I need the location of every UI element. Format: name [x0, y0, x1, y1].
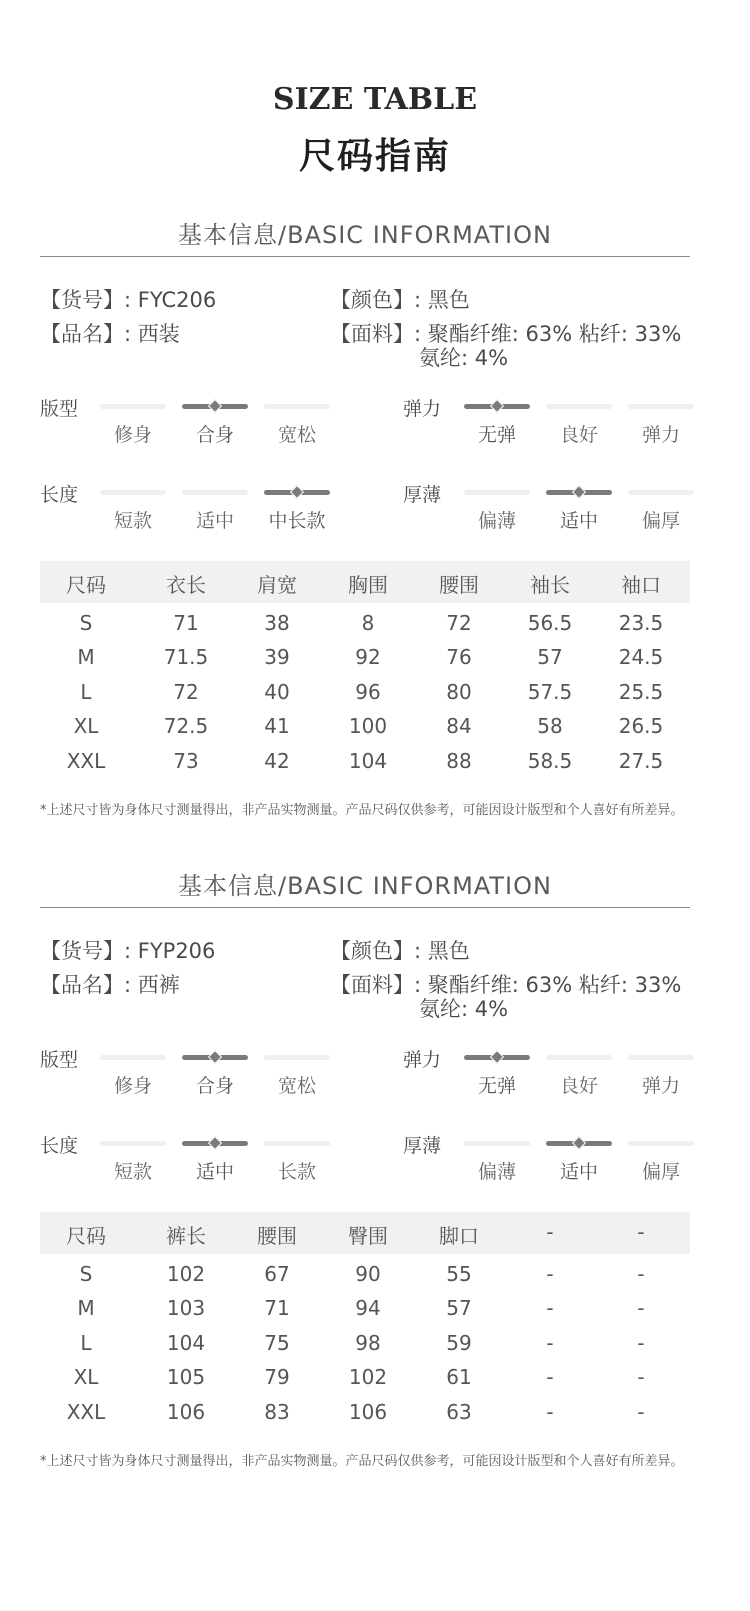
table-header-cell: 裤长 — [166, 1224, 206, 1248]
selected-marker-icon — [208, 1050, 222, 1064]
table-cell: - — [546, 1399, 554, 1424]
table-cell: 25.5 — [618, 679, 664, 704]
table-header-cell: 尺码 — [66, 573, 106, 597]
attribute-scale-segment — [100, 404, 166, 409]
table-cell: 23.5 — [618, 611, 664, 635]
table-cell: 92 — [355, 645, 381, 670]
table-cell: 84 — [446, 714, 472, 739]
table-cell: 55 — [446, 1262, 472, 1286]
table-cell: 96 — [355, 679, 381, 704]
table-header-cell: 腰围 — [257, 1224, 297, 1248]
attribute-label: 版型 — [40, 398, 79, 420]
attribute-scale-segment — [464, 404, 530, 409]
product-fabric-cont: 氨纶: 4% — [419, 997, 509, 1021]
table-row — [40, 1296, 690, 1330]
table-cell: 75 — [264, 1330, 290, 1355]
table-cell: 83 — [264, 1399, 290, 1424]
table-cell: L — [80, 1330, 92, 1355]
attribute-scale-segment — [546, 1055, 612, 1060]
table-cell: - — [546, 1262, 554, 1286]
attribute-option: 短款 — [113, 1161, 152, 1183]
attribute-option: 修身 — [113, 1075, 152, 1097]
attribute-option: 偏薄 — [477, 510, 516, 532]
table-header-cell: - — [637, 1220, 645, 1244]
selected-marker-icon — [490, 399, 504, 413]
attribute-scale-segment — [546, 404, 612, 409]
table-cell: 104 — [348, 748, 388, 773]
size-table — [40, 1212, 690, 1442]
attribute-option: 适中 — [195, 1161, 234, 1183]
attribute-scale-segment — [628, 490, 694, 495]
attribute-label: 厚薄 — [403, 484, 442, 506]
attribute-option: 长款 — [277, 1161, 316, 1183]
attribute-option: 偏厚 — [641, 510, 680, 532]
table-cell: 106 — [348, 1399, 388, 1424]
table-cell: 24.5 — [618, 645, 664, 670]
table-cell: 76 — [446, 645, 472, 670]
table-cell: 58 — [537, 714, 563, 739]
attribute-option: 良好 — [559, 1075, 598, 1097]
selected-marker-icon — [208, 399, 222, 413]
table-header-cell: 尺码 — [66, 1224, 106, 1248]
table-cell: 59 — [446, 1330, 472, 1355]
section-heading: 基本信息/BASIC INFORMATION — [178, 872, 552, 900]
section-divider — [40, 256, 690, 257]
table-cell: 71 — [264, 1296, 290, 1321]
attribute-scale-segment — [182, 404, 248, 409]
attribute-scale-segment — [546, 1141, 612, 1146]
table-row — [40, 611, 690, 645]
attribute-scale-segment — [546, 490, 612, 495]
table-cell: XXL — [66, 748, 106, 773]
product-fabric: 【面料】: 聚酯纤维: 63% 粘纤: 33% — [330, 322, 682, 346]
product-fabric: 【面料】: 聚酯纤维: 63% 粘纤: 33% — [330, 973, 682, 997]
page-title-cn: 尺码指南 — [298, 135, 451, 177]
table-cell: 72.5 — [163, 714, 209, 739]
attribute-scale-segment — [264, 1055, 330, 1060]
table-row — [40, 645, 690, 679]
disclaimer-note: *上述尺寸皆为身体尺寸测量得出，非产品实物测量。产品尺码仅供参考，可能因设计版型和个人喜好有所差异。 — [40, 1454, 684, 1469]
product-name: 【品名】: 西装 — [40, 322, 180, 346]
disclaimer-note: *上述尺寸皆为身体尺寸测量得出，非产品实物测量。产品尺码仅供参考，可能因设计版型和个人喜好有所差异。 — [40, 803, 684, 818]
table-cell: 39 — [264, 645, 290, 670]
table-cell: L — [80, 679, 92, 704]
table-cell: 80 — [446, 679, 472, 704]
table-header-cell: 袖长 — [530, 573, 570, 597]
attribute-scale-segment — [100, 1055, 166, 1060]
selected-marker-icon — [290, 485, 304, 499]
table-header-cell: 臀围 — [348, 1224, 388, 1248]
table-cell: - — [546, 1365, 554, 1390]
table-cell: 72 — [446, 611, 472, 635]
table-header-cell: 脚口 — [439, 1224, 479, 1248]
table-cell: 103 — [166, 1296, 206, 1321]
table-cell: S — [79, 611, 93, 635]
table-row — [40, 714, 690, 748]
table-cell: 100 — [348, 714, 388, 739]
table-row — [40, 749, 690, 783]
jacket-size-section — [0, 218, 750, 858]
table-header-cell: - — [546, 1220, 554, 1244]
attribute-option: 偏薄 — [477, 1161, 516, 1183]
attribute-scale-segment — [464, 1055, 530, 1060]
table-cell: 72 — [173, 679, 199, 704]
table-cell: 38 — [264, 611, 290, 635]
table-cell: - — [546, 1296, 554, 1321]
attribute-scale-segment — [264, 1141, 330, 1146]
table-row — [40, 1400, 690, 1434]
attribute-option: 宽松 — [277, 424, 316, 446]
table-cell: - — [637, 1262, 645, 1286]
attribute-scale-segment — [464, 490, 530, 495]
attribute-option: 无弹 — [477, 424, 516, 446]
table-cell: 88 — [446, 748, 472, 773]
table-cell: - — [546, 1330, 554, 1355]
table-cell: 102 — [348, 1365, 388, 1390]
table-header-cell: 胸围 — [348, 573, 388, 597]
attribute-scale-segment — [182, 490, 248, 495]
item-number: 【货号】: FYP206 — [40, 939, 216, 963]
attribute-option: 宽松 — [277, 1075, 316, 1097]
attribute-scale-segment — [628, 1055, 694, 1060]
table-cell: 67 — [264, 1262, 290, 1286]
attribute-scale-segment — [264, 490, 330, 495]
attribute-scale-segment — [628, 404, 694, 409]
table-cell: M — [77, 645, 95, 670]
table-cell: 61 — [446, 1365, 472, 1390]
table-cell: 104 — [166, 1330, 206, 1355]
table-cell: 71.5 — [163, 645, 209, 670]
table-cell: 73 — [173, 748, 199, 773]
table-cell: 98 — [355, 1330, 381, 1355]
table-cell: 102 — [166, 1262, 206, 1286]
attribute-option: 合身 — [195, 424, 234, 446]
table-cell: XXL — [66, 1399, 106, 1424]
attribute-option: 短款 — [113, 510, 152, 532]
product-fabric-cont: 氨纶: 4% — [419, 346, 509, 370]
table-cell: - — [637, 1365, 645, 1390]
table-cell: 94 — [355, 1296, 381, 1321]
attribute-option: 偏厚 — [641, 1161, 680, 1183]
selected-marker-icon — [208, 1136, 222, 1150]
attribute-label: 厚薄 — [403, 1135, 442, 1157]
table-cell: 63 — [446, 1399, 472, 1424]
attribute-label: 长度 — [40, 1135, 79, 1157]
table-cell: 27.5 — [618, 748, 664, 773]
table-cell: 42 — [264, 748, 290, 773]
table-header-cell: 衣长 — [166, 573, 206, 597]
table-cell: 105 — [166, 1365, 206, 1390]
attribute-option: 合身 — [195, 1075, 234, 1097]
table-cell: 57 — [446, 1296, 472, 1321]
table-row — [40, 1365, 690, 1399]
attribute-scale-segment — [100, 1141, 166, 1146]
table-row — [40, 1331, 690, 1365]
table-cell: 41 — [264, 714, 290, 739]
table-header-cell: 肩宽 — [257, 573, 297, 597]
attribute-scale-segment — [182, 1141, 248, 1146]
attribute-option: 适中 — [559, 510, 598, 532]
size-table — [40, 561, 690, 791]
attribute-option: 弹力 — [641, 424, 680, 446]
table-cell: 40 — [264, 679, 290, 704]
table-header-row — [40, 561, 690, 603]
attribute-option: 适中 — [195, 510, 234, 532]
table-cell: 71 — [173, 611, 199, 635]
attribute-scale-segment — [464, 1141, 530, 1146]
page-title-en: SIZE TABLE — [272, 82, 478, 117]
table-cell: 90 — [355, 1262, 381, 1286]
table-cell: 57.5 — [527, 679, 573, 704]
table-cell: M — [77, 1296, 95, 1321]
attribute-scale-segment — [182, 1055, 248, 1060]
attribute-option: 中长款 — [268, 510, 326, 532]
selected-marker-icon — [572, 485, 586, 499]
table-cell: - — [637, 1296, 645, 1321]
table-row — [40, 1262, 690, 1296]
table-cell: 26.5 — [618, 714, 664, 739]
table-header-row — [40, 1212, 690, 1254]
attribute-scale-segment — [264, 404, 330, 409]
table-header-cell: 腰围 — [439, 573, 479, 597]
section-divider — [40, 907, 690, 908]
product-color: 【颜色】: 黑色 — [330, 288, 470, 312]
table-cell: 57 — [537, 645, 563, 670]
attribute-option: 无弹 — [477, 1075, 516, 1097]
selected-marker-icon — [490, 1050, 504, 1064]
attribute-label: 弹力 — [403, 398, 442, 420]
attribute-scale-segment — [628, 1141, 694, 1146]
trousers-size-section — [0, 869, 750, 1509]
table-cell: XL — [73, 714, 99, 739]
attribute-label: 弹力 — [403, 1049, 442, 1071]
table-cell: S — [79, 1262, 93, 1286]
product-name: 【品名】: 西裤 — [40, 973, 180, 997]
table-cell: 79 — [264, 1365, 290, 1390]
attribute-option: 修身 — [113, 424, 152, 446]
table-cell: XL — [73, 1365, 99, 1390]
attribute-option: 适中 — [559, 1161, 598, 1183]
table-cell: - — [637, 1330, 645, 1355]
attribute-option: 弹力 — [641, 1075, 680, 1097]
table-cell: - — [637, 1399, 645, 1424]
table-cell: 106 — [166, 1399, 206, 1424]
section-heading: 基本信息/BASIC INFORMATION — [178, 221, 552, 249]
table-header-cell: 袖口 — [621, 573, 661, 597]
table-cell: 56.5 — [527, 611, 573, 635]
attribute-label: 长度 — [40, 484, 79, 506]
table-cell: 8 — [361, 611, 375, 635]
table-row — [40, 680, 690, 714]
attribute-scale-segment — [100, 490, 166, 495]
table-cell: 58.5 — [527, 748, 573, 773]
item-number: 【货号】: FYC206 — [40, 288, 217, 312]
selected-marker-icon — [572, 1136, 586, 1150]
product-color: 【颜色】: 黑色 — [330, 939, 470, 963]
attribute-label: 版型 — [40, 1049, 79, 1071]
attribute-option: 良好 — [559, 424, 598, 446]
